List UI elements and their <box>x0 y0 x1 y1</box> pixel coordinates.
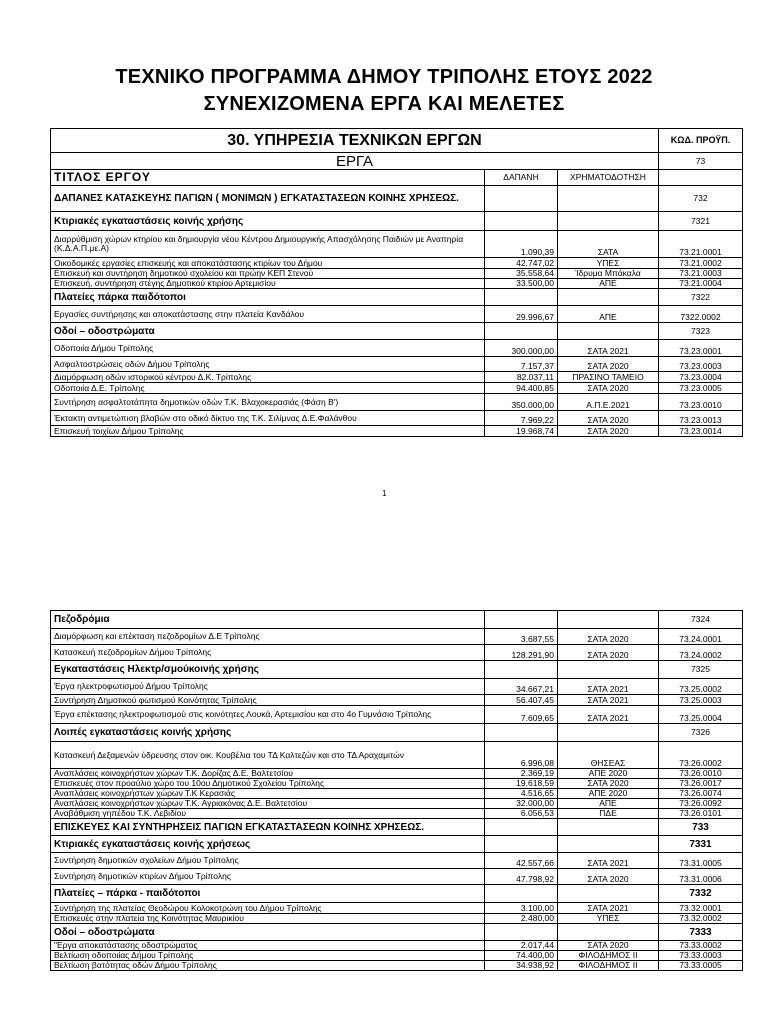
table-row <box>51 411 743 426</box>
project-title: Επισκευές στην πλατεία της Κοινότητας Μαυρικίου <box>51 914 485 924</box>
works-table-section2 <box>50 610 743 971</box>
category-row <box>51 212 743 231</box>
category-code: 733 <box>659 819 743 836</box>
budget-code: 73.21.0004 <box>659 279 743 289</box>
project-cost: 350.000,00 <box>485 394 558 411</box>
project-title: Εργασίες συντήρησης και αποκατάστασης στην πλατεία Κανδάλου <box>51 306 485 323</box>
project-cost: 42.747,02 <box>485 258 558 269</box>
column-header-funding: ΧΡΗΜΑΤΟΔΟΤΗΣΗ <box>558 170 659 186</box>
budget-code: 73.23.0003 <box>659 357 743 372</box>
budget-code: 73.21.0003 <box>659 269 743 279</box>
table-row <box>51 869 743 885</box>
empty-cell <box>485 819 558 836</box>
empty-cell <box>558 724 659 742</box>
project-cost: 300.000,00 <box>485 340 558 357</box>
project-funding: ΥΠΕΣ <box>558 258 659 269</box>
project-cost: 34.938,92 <box>485 961 558 971</box>
category-code: 7332 <box>659 885 743 903</box>
table-row <box>51 357 743 372</box>
table-row <box>51 853 743 869</box>
project-cost: 34.667,21 <box>485 679 558 695</box>
category-code: 7333 <box>659 924 743 941</box>
table-row <box>51 679 743 695</box>
project-funding: ΑΠΕ <box>558 279 659 289</box>
category-row <box>51 836 743 853</box>
project-funding: ΣΑΤΑ 2020 <box>558 357 659 372</box>
table-row <box>51 789 743 799</box>
table-row <box>51 695 743 706</box>
project-funding: ΦΙΛΟΔΗΜΟΣ ΙΙ <box>558 951 659 961</box>
project-funding: ΥΠΕΣ <box>558 914 659 924</box>
table-row <box>51 961 743 971</box>
project-title: Ασφαλτοστρώσεις οδών Δήμου Τρίπολης <box>51 357 485 372</box>
project-cost: 4.516,65 <box>485 789 558 799</box>
project-funding: ΣΑΤΑ 2020 <box>558 629 659 645</box>
works-heading: ΕΡΓΑ <box>51 153 659 170</box>
project-cost: 94.400,85 <box>485 383 558 394</box>
project-title: Συντήρηση της πλατείας Θεοδώρου Κολοκοτρώνη του Δήμου Τρίπολης <box>51 903 485 914</box>
category-title: Κτιριακές εγκαταστάσεις κοινής χρήσης <box>51 212 485 231</box>
category-code: 7322 <box>659 289 743 306</box>
category-row <box>51 661 743 679</box>
empty-cell <box>485 836 558 853</box>
empty-cell <box>485 885 558 903</box>
category-row <box>51 186 743 212</box>
budget-code: 73.26.0101 <box>659 809 743 819</box>
project-funding: ΣΑΤΑ 2020 <box>558 383 659 394</box>
budget-code: 73.26.0017 <box>659 779 743 789</box>
table-row <box>51 306 743 323</box>
budget-code: 73.26.0092 <box>659 799 743 809</box>
project-cost: 29.996,67 <box>485 306 558 323</box>
table-row <box>51 914 743 924</box>
table-row <box>51 779 743 789</box>
page-number: 1 <box>382 489 387 498</box>
project-funding: ΘΗΣΕΑΣ <box>558 742 659 769</box>
project-cost: 47.798,92 <box>485 869 558 885</box>
project-title: Συντήρηση δημοτικών σχολείων Δήμου Τρίπολης <box>51 853 485 869</box>
project-cost: 19.968,74 <box>485 426 558 437</box>
table-row <box>51 372 743 383</box>
empty-cell <box>558 836 659 853</box>
project-title: Επισκευή, συντήρηση στέγης Δημοτικού κτιρίου Αρτεμισίου <box>51 279 485 289</box>
project-funding: ΣΑΤΑ 2020 <box>558 426 659 437</box>
empty-cell <box>485 661 558 679</box>
project-funding: ΣΑΤΑ 2021 <box>558 695 659 706</box>
table-row <box>51 645 743 661</box>
project-funding: ΦΙΛΟΔΗΜΟΣ ΙΙ <box>558 961 659 971</box>
category-code: 7326 <box>659 724 743 742</box>
works-code: 73 <box>659 153 743 170</box>
budget-code: 73.23.0004 <box>659 372 743 383</box>
category-title: Λοιπές εγκαταστάσεις κοινής χρήσης <box>51 724 485 742</box>
category-title: Οδοί – οδοστρώματα <box>51 924 485 941</box>
category-code: 732 <box>659 186 743 212</box>
table-row <box>51 426 743 437</box>
category-code: 7324 <box>659 611 743 629</box>
budget-code: 73.32.0002 <box>659 914 743 924</box>
category-title: ΕΠΙΣΚΕΥΕΣ ΚΑΙ ΣΥΝΤΗΡΗΣΕΙΣ ΠΑΓΙΩΝ ΕΓΚΑΤΑΣΤΑΣΕΩΝ ΚΟΙΝΗΣ ΧΡΗΣΕΩΣ. <box>51 819 485 836</box>
project-cost: 33.500,00 <box>485 279 558 289</box>
project-funding: ΣΑΤΑ 2020 <box>558 869 659 885</box>
budget-code: 73.32.0001 <box>659 903 743 914</box>
category-title: Πλατείες – πάρκα - παιδότοποι <box>51 885 485 903</box>
project-title: Διαρρύθμιση χώρων κτηρίου και δημιουργία νέου Κέντρου Δημιουργικής Απασχόλησης Παιδιών με Αναπηρία (Κ.Δ.Α.Π.με.Α) <box>51 231 485 258</box>
budget-code: 73.23.0005 <box>659 383 743 394</box>
project-title: Οικοδομικές εργασίες επισκευής και αποκατάστασης κτιρίων του Δήμου <box>51 258 485 269</box>
empty-cell <box>485 289 558 306</box>
project-title: Αναπλάσεις κοινοχρήστων χώρων Τ.Κ. Αγριακόνας Δ.Ε. Βαλτετσίου <box>51 799 485 809</box>
category-row <box>51 724 743 742</box>
budget-code: 7322.0002 <box>659 306 743 323</box>
category-row <box>51 924 743 941</box>
project-title: Διαμόρφωση και επέκταση πεζοδρομίων Δ.Ε Τρίπολης <box>51 629 485 645</box>
empty-cell <box>558 611 659 629</box>
table-row <box>51 340 743 357</box>
empty-cell <box>485 186 558 212</box>
works-table-section1 <box>50 128 743 437</box>
table-row <box>51 231 743 258</box>
category-title: Κτιριακές εγκαταστάσεις κοινής χρήσεως <box>51 836 485 853</box>
category-title: ΔΑΠΑΝΕΣ ΚΑΤΑΣΚΕΥΗΣ ΠΑΓΙΩΝ ( ΜΟΝΙΜΩΝ ) ΕΓΚΑΤΑΣΤΑΣΕΩΝ ΚΟΙΝΗΣ ΧΡΗΣΕΩΣ. <box>51 186 485 212</box>
project-funding: Α.Π.Ε.2021 <box>558 394 659 411</box>
empty-cell <box>558 924 659 941</box>
project-funding: ΑΠΕ 2020 <box>558 769 659 779</box>
project-title: Οδοποιία Δήμου Τρίπολης <box>51 340 485 357</box>
document-title-line2: ΣΥΝΕΧΙΖΟΜΕΝΑ ΕΡΓΑ ΚΑΙ ΜΕΛΕΤΕΣ <box>203 93 565 115</box>
project-funding: ΣΑΤΑ 2021 <box>558 853 659 869</box>
table-row <box>51 269 743 279</box>
budget-code: 73.26.0010 <box>659 769 743 779</box>
project-title: Αναπλάσεις κοινοχρήστων χώρων Τ.Κ. Δορίζας Δ.Ε. Βαλτετσίου <box>51 769 485 779</box>
budget-code: 73.25.0002 <box>659 679 743 695</box>
project-title: Αναπλάσεις κοινοχρήστων χώρων Τ.Κ Κερασιάς <box>51 789 485 799</box>
project-title: Συντήρηση ασφαλτοτάπητα δημοτικών οδών Τ.Κ. Βλαχοκερασιάς (Φάση Β') <box>51 394 485 411</box>
project-funding: ΣΑΤΑ 2020 <box>558 779 659 789</box>
project-title: Έκτακτη αντιμετώπιση βλαβών στο οδικό δίκτυο της Τ.Κ. Σιλίμνας Δ.Ε.Φαλάνθου <box>51 411 485 426</box>
table-row <box>51 903 743 914</box>
budget-code: 73.25.0004 <box>659 706 743 724</box>
budget-code: 73.23.0010 <box>659 394 743 411</box>
project-cost: 19.618,59 <box>485 779 558 789</box>
empty-cell <box>558 289 659 306</box>
project-cost: 35.558,64 <box>485 269 558 279</box>
project-title: Επισκευές στον προαύλιο χώρο του 10ου Δημοτικού Σχολείου Τρίπολης <box>51 779 485 789</box>
project-cost: 3.100,00 <box>485 903 558 914</box>
project-funding: ΠΔΕ <box>558 809 659 819</box>
project-title: Οδοποιία Δ.Ε. Τρίπολης <box>51 383 485 394</box>
project-funding: Ίδρυμα Μπάκαλα <box>558 269 659 279</box>
project-cost: 82.037,11 <box>485 372 558 383</box>
project-cost: 7.969,22 <box>485 411 558 426</box>
empty-cell <box>558 819 659 836</box>
table-row <box>51 951 743 961</box>
budget-code: 73.23.0014 <box>659 426 743 437</box>
project-title: Επισκευή και συντήρηση δημοτικού σχολείου και πρώην ΚΕΠ Στενού <box>51 269 485 279</box>
document-title-line1: ΤΕΧΝΙΚΟ ΠΡΟΓΡΑΜΜΑ ΔΗΜΟΥ ΤΡΙΠΟΛΗΣ ΕΤΟΥΣ 2022 <box>115 66 653 88</box>
table-row <box>51 394 743 411</box>
empty-cell <box>485 212 558 231</box>
project-title: Κατασκευή Δεξαμενών ύδρευσης στον οικ. Κουβέλια του ΤΔ Καλτεζών και στο ΤΔ Αραχαμιτών <box>51 742 485 769</box>
budget-code: 73.33.0002 <box>659 941 743 951</box>
project-title: Βελτίωση βατότητας οδών Δήμου Τρίπολης <box>51 961 485 971</box>
project-cost: 74.400,00 <box>485 951 558 961</box>
project-title: Αναβάθμιση γηπέδου Τ.Κ. Λεβιδίου <box>51 809 485 819</box>
budget-code: 73.33.0005 <box>659 961 743 971</box>
project-title: Συντήρηση Δημοτικού φωτισμού Κοινότητας Τρίπολης <box>51 695 485 706</box>
project-funding: ΠΡΑΣΙΝΟ ΤΑΜΕΙΟ <box>558 372 659 383</box>
category-row <box>51 819 743 836</box>
budget-code: 73.31.0005 <box>659 853 743 869</box>
project-funding: ΣΑΤΑ 2021 <box>558 679 659 695</box>
budget-code: 73.23.0001 <box>659 340 743 357</box>
empty-cell <box>485 924 558 941</box>
table-row <box>51 383 743 394</box>
category-code: 7325 <box>659 661 743 679</box>
project-title: "Εργα αποκατάστασης οδοστρώματος <box>51 941 485 951</box>
project-funding: ΑΠΕ 2020 <box>558 789 659 799</box>
column-header-code-empty <box>659 170 743 186</box>
project-funding: ΣΑΤΑ 2020 <box>558 941 659 951</box>
budget-code: 73.21.0002 <box>659 258 743 269</box>
budget-code: 73.24.0002 <box>659 645 743 661</box>
project-cost: 2.480,00 <box>485 914 558 924</box>
budget-code: 73.26.0002 <box>659 742 743 769</box>
table-row <box>51 742 743 769</box>
project-cost: 3.687,55 <box>485 629 558 645</box>
category-code: 7323 <box>659 323 743 340</box>
table-row <box>51 799 743 809</box>
project-funding: ΑΠΕ <box>558 799 659 809</box>
budget-code: 73.26.0074 <box>659 789 743 799</box>
category-title: Πεζοδρόμια <box>51 611 485 629</box>
project-title: Έργα επέκτασης ηλεκτροφωτισμού στις κοινότητες Λουκά, Αρτεμισίου και στο 4ο Γυμνάσιο Τρίπολης <box>51 706 485 724</box>
project-cost: 1.090,39 <box>485 231 558 258</box>
table-row <box>51 706 743 724</box>
project-title: Διαμόρφωση οδών ιστορικού κέντρου Δ.Κ. Τρίπολης <box>51 372 485 383</box>
project-funding: ΣΑΤΑ <box>558 231 659 258</box>
empty-cell <box>485 323 558 340</box>
budget-code: 73.33.0003 <box>659 951 743 961</box>
budget-code: 73.31.0006 <box>659 869 743 885</box>
empty-cell <box>558 885 659 903</box>
category-row <box>51 289 743 306</box>
table-row <box>51 769 743 779</box>
project-cost: 7.609,65 <box>485 706 558 724</box>
project-funding: ΣΑΤΑ 2021 <box>558 706 659 724</box>
project-cost: 42.557,66 <box>485 853 558 869</box>
project-title: Κατασκευή πεζοδρομίων Δήμου Τρίπολης <box>51 645 485 661</box>
category-title: Εγκαταστάσεις Ηλεκτρ/σμούκοινής χρήσης <box>51 661 485 679</box>
project-cost: 128.291,90 <box>485 645 558 661</box>
project-title: Έργα ηλεκτροφωτισμού Δήμου Τρίπολης <box>51 679 485 695</box>
category-row <box>51 611 743 629</box>
category-code: 7331 <box>659 836 743 853</box>
column-header-title: ΤΙΤΛΟΣ ΕΡΓΟΥ <box>51 170 485 186</box>
empty-cell <box>558 186 659 212</box>
category-title: Οδοί – οδοστρώματα <box>51 323 485 340</box>
project-cost: 2.369,19 <box>485 769 558 779</box>
budget-code: 73.23.0013 <box>659 411 743 426</box>
project-cost: 7.157,37 <box>485 357 558 372</box>
category-row <box>51 885 743 903</box>
empty-cell <box>485 611 558 629</box>
category-row <box>51 323 743 340</box>
empty-cell <box>558 661 659 679</box>
empty-cell <box>558 323 659 340</box>
category-code: 7321 <box>659 212 743 231</box>
project-cost: 6.996,08 <box>485 742 558 769</box>
project-title: Συντήρηση δημοτικών κτιρίων Δήμου Τρίπολης <box>51 869 485 885</box>
budget-code-header: ΚΩΔ. ΠΡΟΫΠ. <box>659 129 743 153</box>
column-header-cost: ΔΑΠΑΝΗ <box>485 170 558 186</box>
empty-cell <box>485 724 558 742</box>
category-title: Πλατείες πάρκα παιδότοποι <box>51 289 485 306</box>
project-funding: ΣΑΤΑ 2021 <box>558 903 659 914</box>
table-row <box>51 809 743 819</box>
table-row <box>51 258 743 269</box>
table-row <box>51 629 743 645</box>
project-funding: ΣΑΤΑ 2020 <box>558 411 659 426</box>
project-title: Βελτίωση οδοποιίας Δήμου Τρίπολης <box>51 951 485 961</box>
project-cost: 6.056,53 <box>485 809 558 819</box>
project-cost: 56.407,45 <box>485 695 558 706</box>
project-title: Επισκευή τοιχίων Δήμου Τρίπολης <box>51 426 485 437</box>
table-row <box>51 279 743 289</box>
table-row <box>51 941 743 951</box>
empty-cell <box>558 212 659 231</box>
budget-code: 73.25.0003 <box>659 695 743 706</box>
project-funding: ΑΠΕ <box>558 306 659 323</box>
project-cost: 32.000,00 <box>485 799 558 809</box>
project-funding: ΣΑΤΑ 2020 <box>558 645 659 661</box>
budget-code: 73.24.0001 <box>659 629 743 645</box>
service-heading: 30. ΥΠΗΡΕΣΙΑ ΤΕΧΝΙΚΩΝ ΕΡΓΩΝ <box>51 129 659 153</box>
project-funding: ΣΑΤΑ 2021 <box>558 340 659 357</box>
budget-code: 73.21.0001 <box>659 231 743 258</box>
project-cost: 2.017,44 <box>485 941 558 951</box>
